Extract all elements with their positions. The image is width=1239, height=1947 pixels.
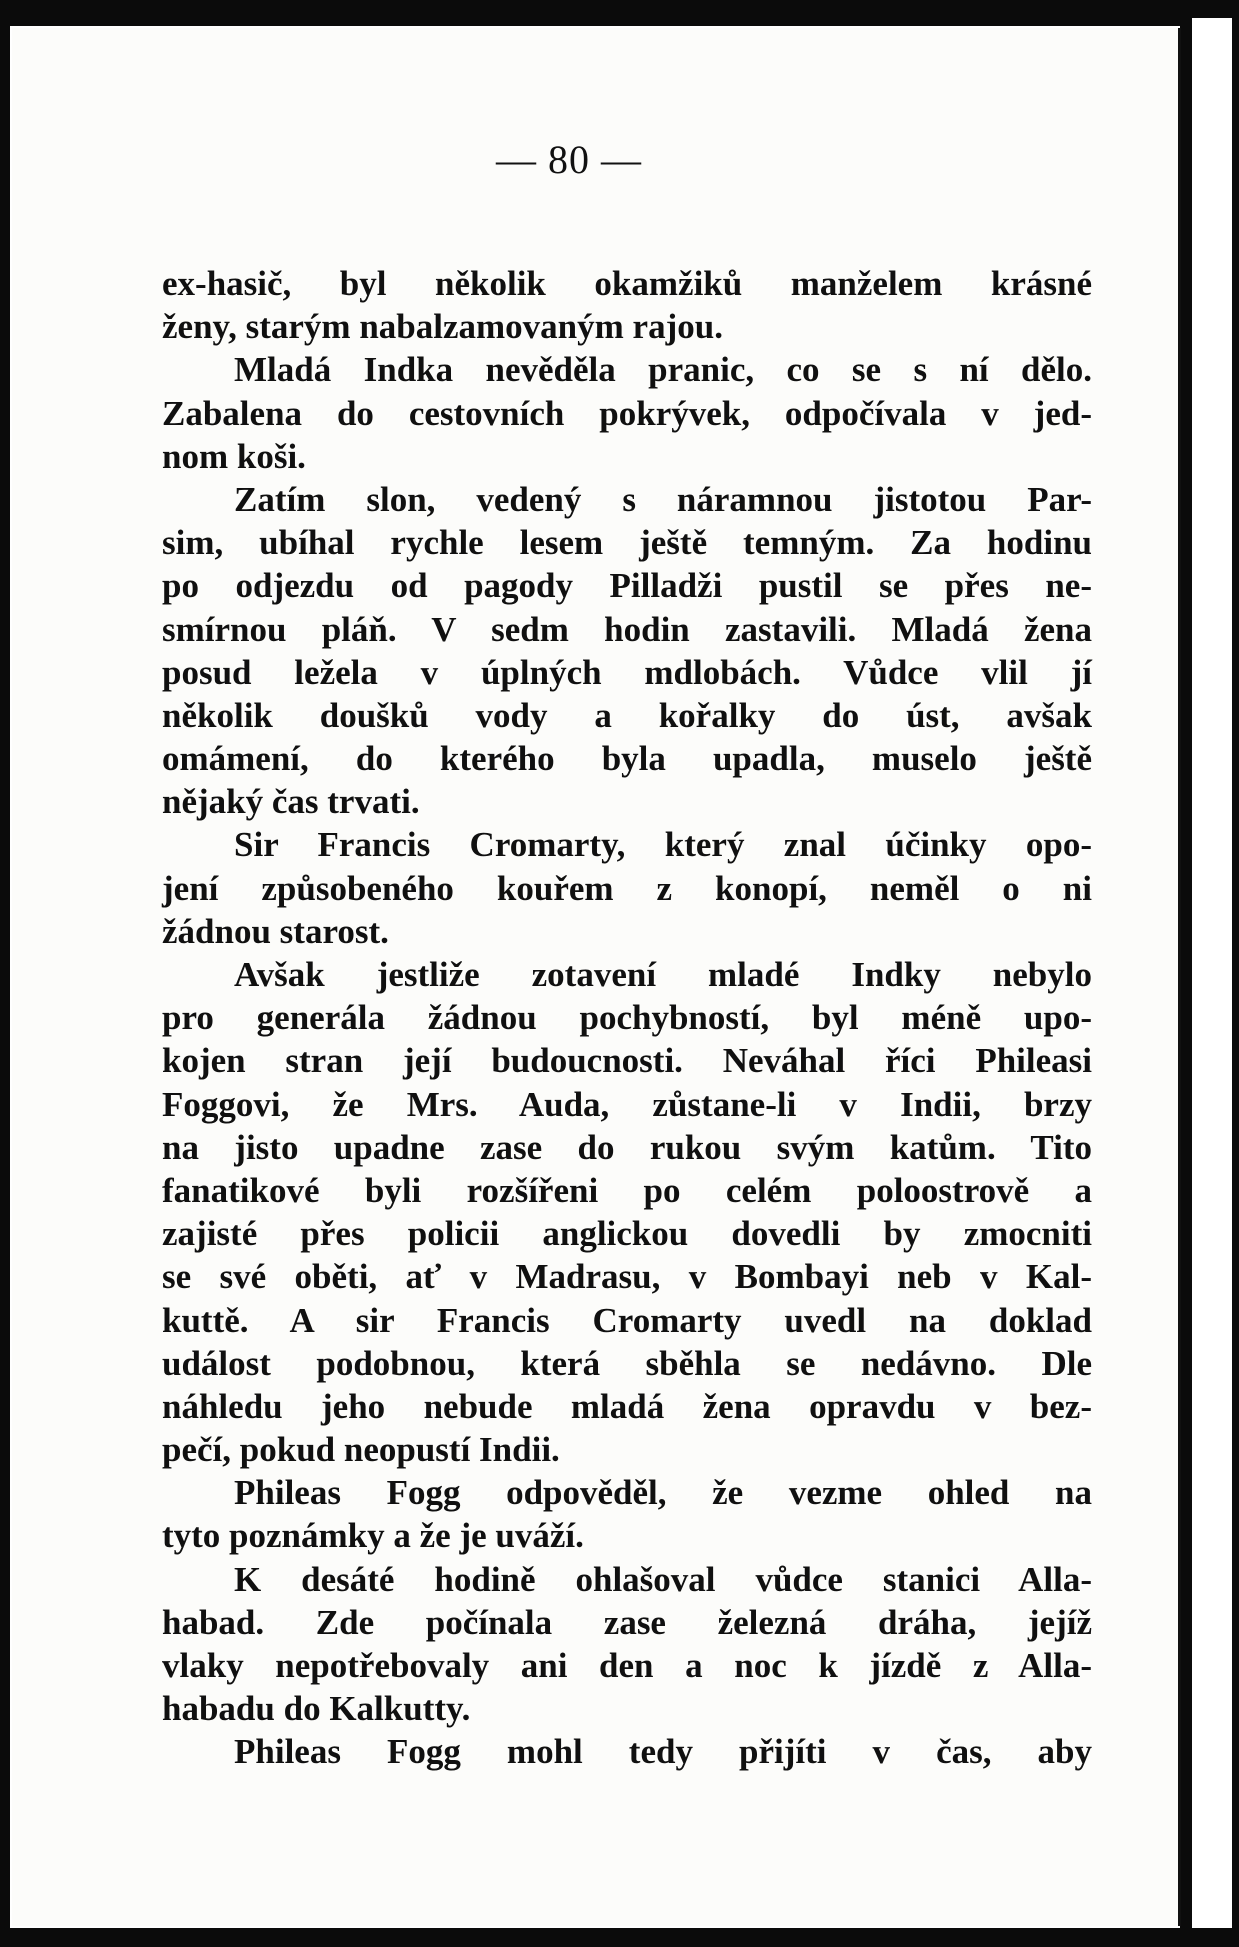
text-line: vlaky nepotřebovaly ani den a noc k jízdě z Alla- [162,1646,1092,1685]
text-line: Phileas Fogg odpověděl, že vezme ohled na [234,1473,1092,1513]
scan-edge-top [0,0,1239,26]
text-line: sim, ubíhal rychle lesem ještě temným. Za hodinu [162,523,1092,563]
text-line: se své oběti, ať v Madrasu, v Bombayi neb v Kal- [162,1257,1092,1297]
text-line: zajisté přes policii anglickou dovedli by zmocniti [162,1214,1092,1254]
text-line: žádnou starost. [162,911,389,951]
text-line: Zabalena do cestovních pokrývek, odpočívala v jed- [162,393,1092,433]
text-line: Sir Francis Cromarty, který znal účinky opo- [234,825,1092,865]
text-line: ženy, starým nabalzamovaným rajou. [162,307,723,347]
text-line: jení způsobeného kouřem z konopí, neměl o ni [162,868,1092,908]
body-text [162,262,1092,1774]
text-line: smírnou pláň. V sedm hodin zastavili. Mladá žena [162,609,1092,649]
scan-edge-bottom [0,1928,1239,1947]
text-line: událost podobnou, která sběhla se nedávno. Dle [162,1343,1092,1383]
text-line: nějaký čas trvati. [162,782,420,822]
text-line: pečí, pokud neopustí Indii. [162,1430,560,1470]
text-line: kuttě. A sir Francis Cromarty uvedl na doklad [162,1300,1092,1340]
text-line: fanatikové byli rozšířeni po celém poloostrově a [162,1170,1092,1210]
book-page [12,28,1181,1926]
text-line: náhledu jeho nebude mladá žena opravdu v bez- [162,1386,1092,1426]
text-line: Zatím slon, vedený s náramnou jistotou Par- [234,479,1092,519]
text-line: po odjezdu od pagody Pilladži pustil se přes ne- [162,566,1092,606]
scan-edge-left [0,0,10,1947]
text-line: nom koši. [162,436,306,476]
text-line: na jisto upadne zase do rukou svým katům. Tito [162,1127,1092,1167]
text-line: tyto poznámky a že je uváží. [162,1516,584,1556]
text-line: Avšak jestliže zotavení mladé Indky nebylo [234,955,1092,994]
text-line: habadu do Kalkutty. [162,1689,471,1729]
text-line: posud ležela v úplných mdlobách. Vůdce vlil jí [162,652,1092,692]
text-line: Mladá Indka nevěděla pranic, co se s ní dělo. [234,350,1092,390]
page-number: — 80 — [496,137,642,182]
next-page-edge [1192,18,1232,1947]
text-line: několik doušků vody a kořalky do úst, avšak [162,695,1092,735]
text-line: Phileas Fogg mohl tedy přijíti v čas, aby [234,1732,1092,1772]
text-line: Foggovi, že Mrs. Auda, zůstane-li v Indii, brzy [162,1084,1092,1124]
text-line: omámení, do kterého byla upadla, muselo ještě [162,739,1092,779]
text-line: K desáté hodině ohlašoval vůdce stanici Alla- [234,1559,1092,1599]
text-line: ex-hasič, byl několik okamžiků manželem krásné [162,264,1092,303]
text-line: pro generála žádnou pochybností, byl méně upo- [162,998,1092,1038]
text-line: habad. Zde počínala zase železná dráha, jejíž [162,1602,1092,1642]
text-line: kojen stran její budoucnosti. Neváhal říci Phileasi [162,1041,1092,1081]
